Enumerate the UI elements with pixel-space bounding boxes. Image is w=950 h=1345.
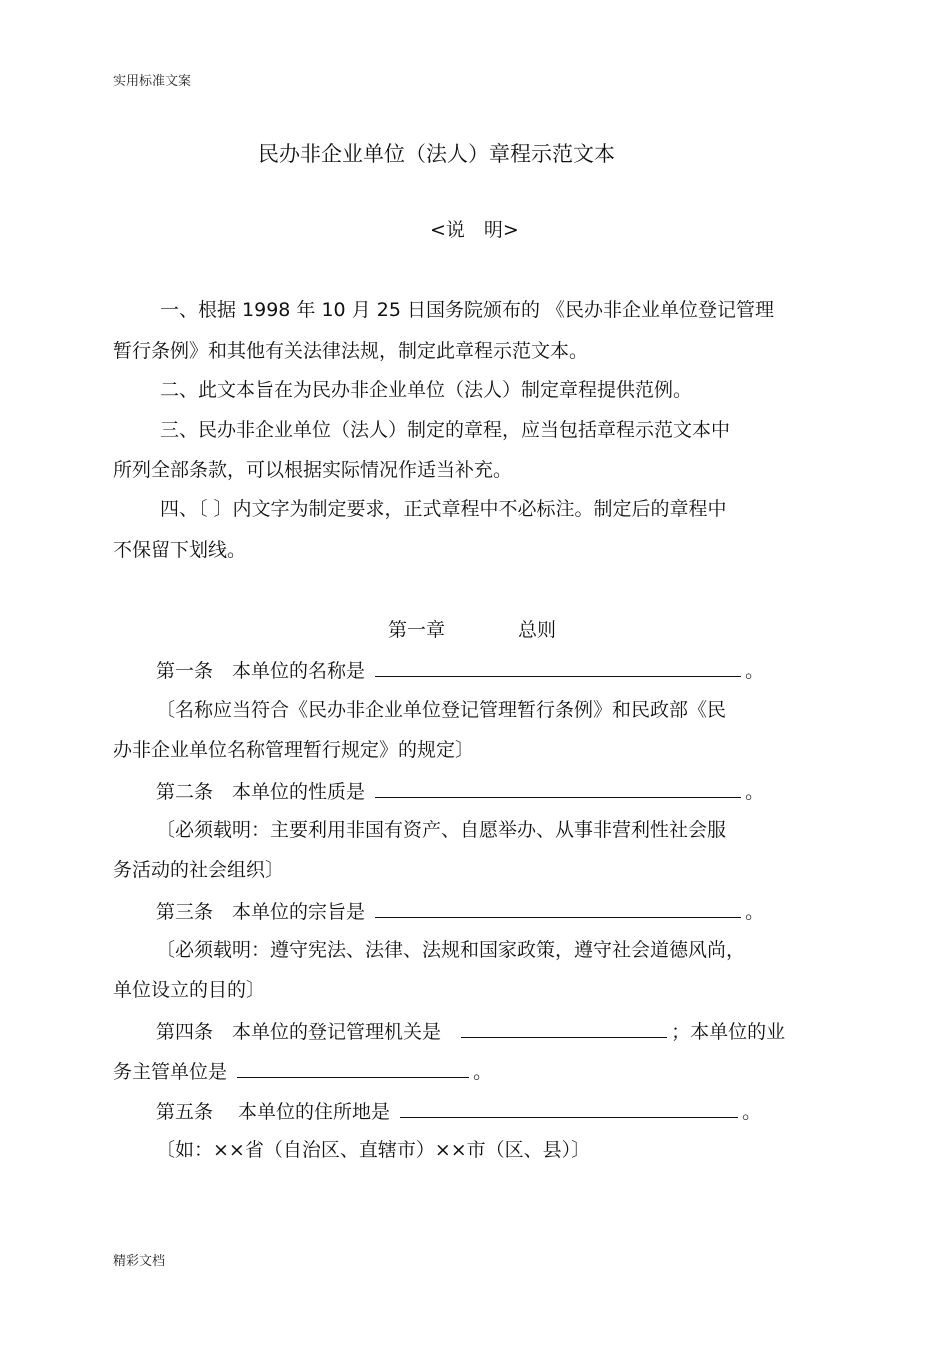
article-4-blank-line — [461, 1021, 667, 1038]
note-line: 二、此文本旨在为民办非企业单位（法人）制定章程提供范例。 — [160, 379, 693, 401]
article-1-label: 第一条 本单位的名称是 — [156, 660, 366, 682]
article-5-label: 第五条 本单位的住所地是 — [156, 1101, 391, 1123]
article-1-end: 。 — [745, 660, 765, 682]
article-3-end: 。 — [745, 901, 765, 923]
article-3-blank-line — [375, 901, 741, 918]
note-line: 一、根据 1998 年 10 月 25 日国务院颁布的 《民办非企业单位登记管理 — [160, 299, 774, 321]
article-2 — [156, 781, 764, 802]
article-2-blank-line — [375, 781, 741, 798]
article-3-note: 〔必须载明：遵守宪法、法律、法规和国家政策，遵守社会道德风尚， — [156, 939, 746, 961]
article-4 — [156, 1021, 785, 1042]
article-2-end: 。 — [745, 781, 765, 803]
note-line: 不保留下划线。 — [113, 539, 247, 561]
note-line: 所列全部条款，可以根据实际情况作适当补充。 — [113, 459, 513, 481]
article-4-label-2: 务主管单位是 — [113, 1061, 228, 1083]
article-1 — [156, 660, 764, 681]
article-2-note: 〔必须载明：主要利用非国有资产、自愿举办、从事非营利性社会服 — [156, 819, 727, 841]
article-2-label: 第二条 本单位的性质是 — [156, 781, 366, 803]
article-1-note: 〔名称应当符合《民办非企业单位登记管理暂行条例》和民政部《民 — [156, 699, 727, 721]
article-5-blank-line — [400, 1101, 738, 1118]
article-5-note: 〔如：××省（自治区、直辖市）××市（区、县）〕 — [156, 1139, 591, 1161]
document-title: 民办非企业单位（法人）章程示范文本 — [258, 142, 615, 166]
article-5 — [156, 1101, 761, 1122]
page-header: 实用标准文案 — [113, 74, 192, 89]
article-3-note: 单位设立的目的〕 — [113, 979, 266, 1001]
article-3-label: 第三条 本单位的宗旨是 — [156, 901, 366, 923]
article-1-blank-line — [375, 660, 741, 677]
article-5-end: 。 — [742, 1101, 762, 1123]
article-4-continued: ；本单位的业 — [671, 1021, 786, 1043]
chapter-name: 总则 — [518, 619, 557, 641]
article-4-end: 。 — [473, 1061, 493, 1083]
article-3 — [156, 901, 764, 922]
note-line: 暂行条例》和其他有关法律法规，制定此章程示范文本。 — [113, 340, 589, 362]
article-4-label: 第四条 本单位的登记管理机关是 — [156, 1021, 442, 1043]
chapter-number: 第一章 — [388, 619, 446, 641]
article-4-blank-line-2 — [237, 1061, 469, 1078]
article-4-line-2 — [113, 1061, 492, 1082]
page-footer: 精彩文档 — [113, 1254, 166, 1269]
article-1-note: 办非企业单位名称管理暂行规定》的规定〕 — [113, 739, 475, 761]
note-line: 四、〔 〕内文字为制定要求，正式章程中不必标注。制定后的章程中 — [160, 498, 727, 520]
section-subtitle: <说 明> — [430, 219, 519, 241]
article-2-note: 务活动的社会组织〕 — [113, 859, 285, 881]
note-line: 三、民办非企业单位（法人）制定的章程，应当包括章程示范文本中 — [160, 419, 731, 441]
